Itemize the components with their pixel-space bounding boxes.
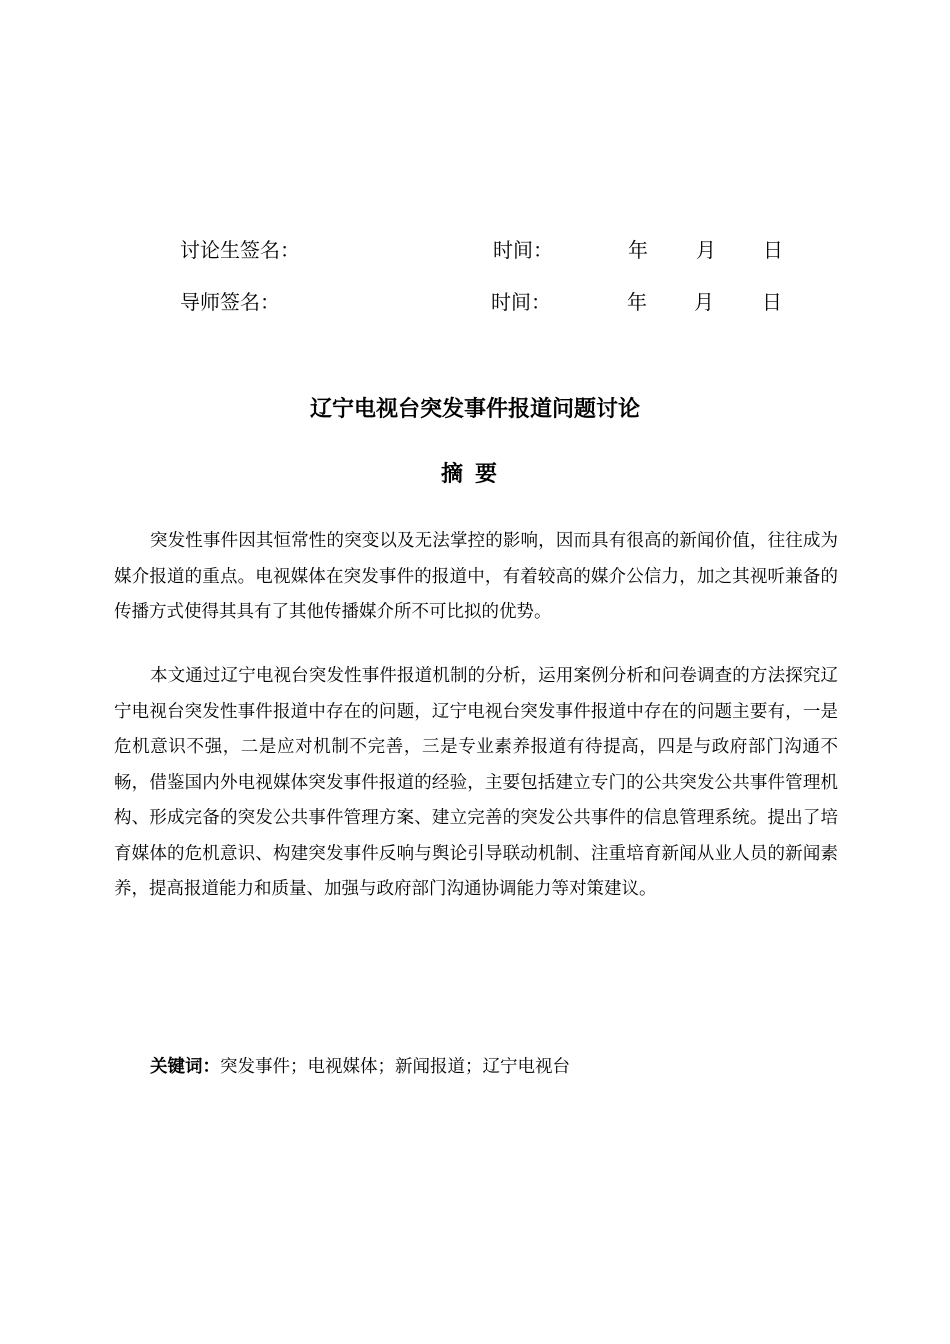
advisor-signature-label: 导师签名： xyxy=(180,290,280,314)
student-day-label: 日 xyxy=(763,238,783,262)
student-year-label: 年 xyxy=(628,238,648,262)
advisor-time-label: 时间： xyxy=(491,290,551,314)
abstract-paragraph-1: 突发性事件因其恒常性的突变以及无法掌控的影响，因而具有很高的新闻价值，往往成为媒介报道的重点。电视媒体在突发事件的报道中，有着较高的媒介公信力，加之其视听兼备的传播方式使得其具有了其他传播媒介所不可比拟的优势。 xyxy=(114,531,838,622)
advisor-year-label: 年 xyxy=(627,290,647,314)
student-signature-label: 讨论生签名： xyxy=(180,238,300,262)
keywords-line xyxy=(150,1050,570,1084)
advisor-signature-row xyxy=(0,287,950,317)
student-signature-row xyxy=(0,235,950,265)
advisor-day-label: 日 xyxy=(762,290,782,314)
keywords-text: 突发事件；电视媒体；新闻报道；辽宁电视台 xyxy=(220,1057,570,1077)
student-time-label: 时间： xyxy=(493,238,553,262)
abstract-paragraph-2: 本文通过辽宁电视台突发性事件报道机制的分析，运用案例分析和问卷调查的方法探究辽宁电视台突发性事件报道中存在的问题，辽宁电视台突发事件报道中存在的问题主要有，一是危机意识不强，二是应对机制不完善，三是专业素养报道有待提高，四是与政府部门沟通不畅，借鉴国内外电视媒体突发事件报道的经验，主要包括建立专门的公共突发公共事件管理机构、形成完备的突发公共事件管理方案、建立完善的突发公共事件的信息管理系统。提出了培育媒体的危机意识、构建突发事件反响与舆论引导联动机制、注重培育新闻从业人员的新闻素养，提高报道能力和质量、加强与政府部门沟通协调能力等对策建议。 xyxy=(114,666,838,899)
keywords-label: 关键词： xyxy=(150,1057,220,1077)
advisor-month-label: 月 xyxy=(694,290,714,314)
thesis-title: 辽宁电视台突发事件报道问题讨论 xyxy=(309,397,640,422)
abstract-heading: 摘要 xyxy=(440,462,509,487)
student-month-label: 月 xyxy=(696,238,716,262)
